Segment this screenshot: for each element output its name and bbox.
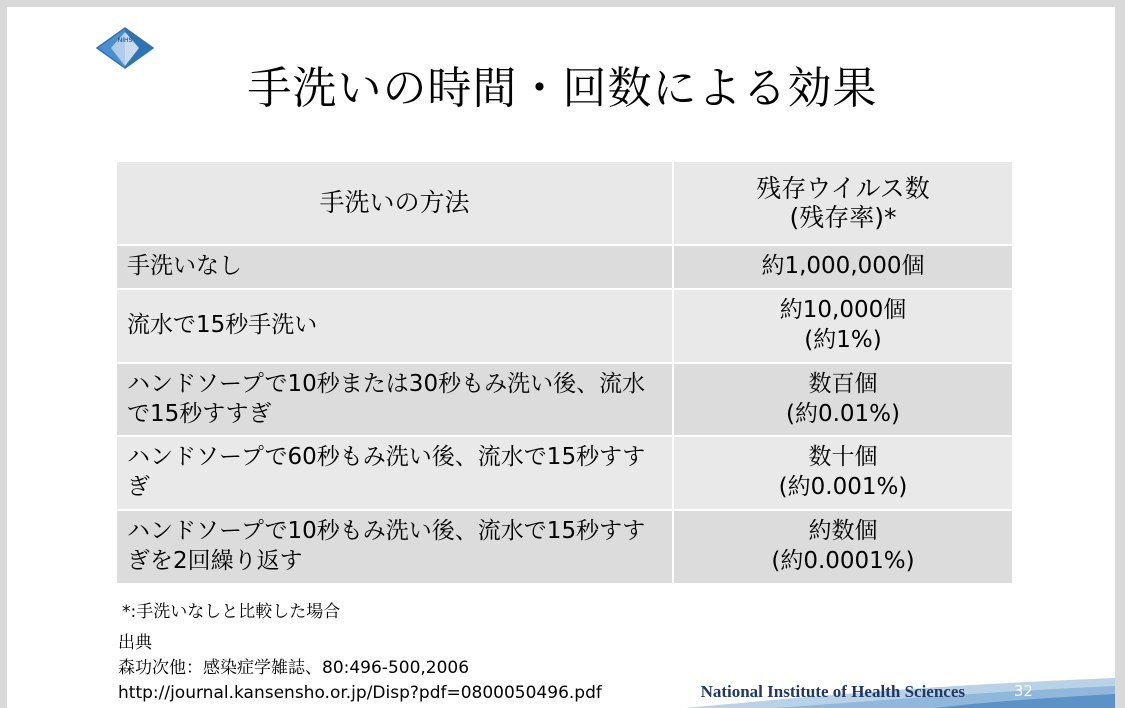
cell-count-line2: (約0.001%) bbox=[778, 474, 908, 501]
header-count bbox=[673, 161, 1013, 245]
cell-count bbox=[673, 289, 1013, 363]
table-row bbox=[116, 245, 1013, 289]
header-count-line2: (残存率)* bbox=[789, 203, 897, 232]
frame-top-border bbox=[0, 0, 1125, 7]
source-line: 森功次他：感染症学雑誌、80:496-500,2006 bbox=[118, 658, 470, 679]
svg-text:NIHS: NIHS bbox=[117, 37, 133, 44]
cell-count bbox=[673, 436, 1013, 510]
cell-method: 流水で15秒手洗い bbox=[116, 289, 673, 363]
cell-count-line1: 数十個 bbox=[808, 444, 878, 471]
cell-method: ハンドソープで10秒もみ洗い後、流水で15秒すすぎを2回繰り返す bbox=[116, 510, 673, 584]
cell-count-line1: 約数個 bbox=[808, 518, 878, 545]
table-row bbox=[116, 510, 1013, 584]
header-method: 手洗いの方法 bbox=[116, 161, 673, 245]
table-row bbox=[116, 436, 1013, 510]
cell-count-line2: (約1%) bbox=[804, 326, 882, 353]
cell-count-line1: 数百個 bbox=[808, 370, 878, 397]
cell-method: ハンドソープで10秒または30秒もみ洗い後、流水で15秒すすぎ bbox=[116, 363, 673, 437]
table-header-row bbox=[116, 161, 1013, 245]
cell-count-line2: (約0.01%) bbox=[785, 400, 900, 427]
cell-count bbox=[673, 510, 1013, 584]
cell-count bbox=[673, 363, 1013, 437]
source-url[interactable]: http://journal.kansensho.or.jp/Disp?pdf=0800050496.pdf bbox=[118, 683, 602, 704]
header-count-line1: 残存ウイルス数 bbox=[756, 173, 930, 203]
cell-method: ハンドソープで60秒もみ洗い後、流水で15秒すすぎ bbox=[116, 436, 673, 510]
footnote: *:手洗いなしと比較した場合 bbox=[122, 602, 341, 622]
table-row bbox=[116, 289, 1013, 363]
cell-method: 手洗いなし bbox=[116, 245, 673, 289]
page-title: 手洗いの時間・回数による効果 bbox=[247, 63, 878, 114]
virus-count-table bbox=[115, 160, 1012, 585]
table-row bbox=[116, 363, 1013, 437]
cell-count-line1: 約10,000個 bbox=[779, 296, 907, 323]
source-line: 出典 bbox=[118, 633, 152, 653]
page-number: 32 bbox=[1013, 682, 1033, 700]
footer-organization: National Institute of Health Sciences bbox=[700, 682, 965, 701]
source-citation bbox=[118, 631, 602, 706]
cell-count-line1: 約1,000,000個 bbox=[761, 253, 925, 279]
cell-count-line2: (約0.0001%) bbox=[771, 548, 915, 575]
cell-count bbox=[673, 245, 1013, 289]
